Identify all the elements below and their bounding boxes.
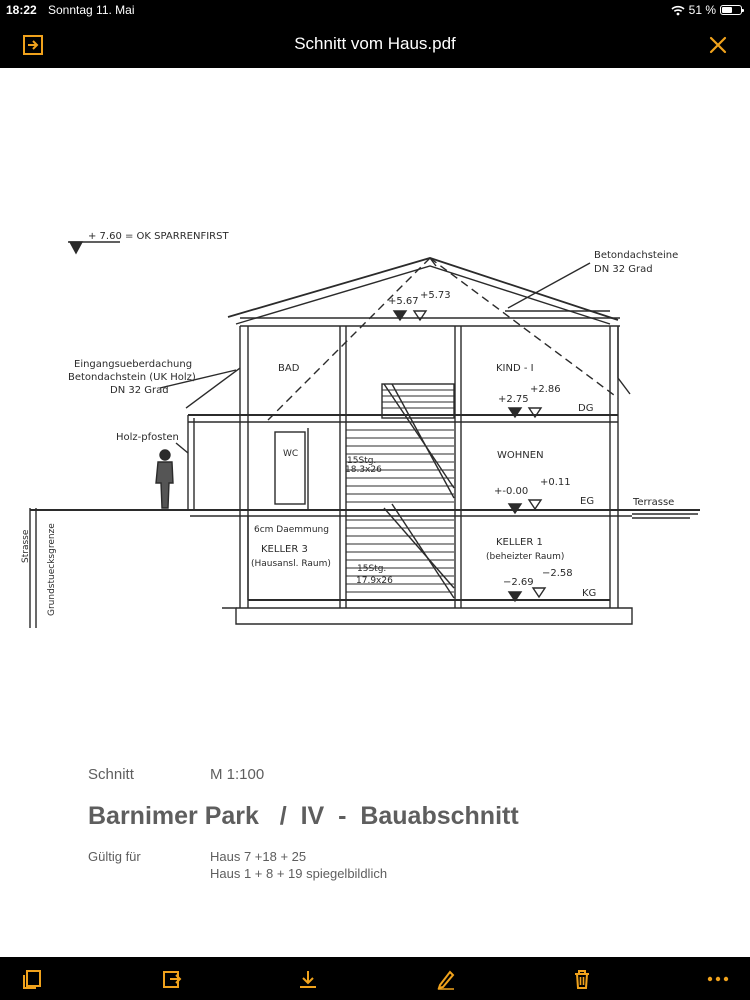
battery-icon xyxy=(720,5,742,15)
pdf-page[interactable] xyxy=(0,68,750,957)
export-button[interactable] xyxy=(158,965,186,993)
level-eg-a: +-0.00 xyxy=(494,486,529,497)
level-kg: KG xyxy=(582,588,597,599)
level-roof-a: +5.67 xyxy=(388,296,419,307)
insulation-note: 6cm Daemmung xyxy=(254,525,329,535)
stairs-lower-2: 17.9x26 xyxy=(356,576,393,586)
canopy-note-3: DN 32 Grad xyxy=(110,385,169,396)
room-keller3-sub: (Hausansl. Raum) xyxy=(251,559,331,569)
room-kind: KIND - I xyxy=(496,363,534,374)
caption-title: Barnimer Park / IV - Bauabschnitt xyxy=(88,802,519,830)
export-icon xyxy=(161,968,183,990)
status-time: 18:22 xyxy=(6,3,37,17)
room-keller3: KELLER 3 xyxy=(261,544,308,555)
wifi-icon xyxy=(671,5,685,16)
roof-note-1: Betondachsteine xyxy=(594,250,679,261)
level-dg-b: +2.86 xyxy=(530,384,561,395)
trash-icon xyxy=(571,968,593,990)
stairs-lower-1: 15Stg. xyxy=(357,564,387,574)
level-kg-a: −2.69 xyxy=(503,577,534,588)
level-eg: EG xyxy=(580,496,595,507)
close-icon xyxy=(708,35,728,55)
boundary-label: Grundstuecksgrenze xyxy=(47,523,57,616)
caption-valid-label: Gültig für xyxy=(88,849,141,864)
stairs-upper-2: 18.3x26 xyxy=(345,465,382,475)
bottom-toolbar xyxy=(0,957,750,1000)
more-button[interactable] xyxy=(704,965,732,993)
download-button[interactable] xyxy=(294,965,322,993)
ridge-note: + 7.60 = OK SPARRENFIRST xyxy=(88,231,229,242)
room-keller1-sub: (beheizter Raum) xyxy=(486,552,565,562)
nav-bar xyxy=(0,20,750,68)
pages-button[interactable] xyxy=(18,965,46,993)
room-wc: WC xyxy=(283,449,299,459)
stairs-upper-1: 15Stg. xyxy=(347,456,377,466)
canopy-note-1: Eingangsueberdachung xyxy=(74,359,193,370)
status-right xyxy=(671,3,742,17)
room-keller1: KELLER 1 xyxy=(496,537,543,548)
caption-valid-line1: Haus 7 +18 + 25 xyxy=(210,849,307,864)
download-icon xyxy=(297,968,319,990)
room-wohnen: WOHNEN xyxy=(497,450,544,461)
battery-percent: 51 % xyxy=(688,3,716,17)
terrace-label: Terrasse xyxy=(633,497,675,508)
more-icon xyxy=(706,968,730,990)
annotate-button[interactable] xyxy=(432,965,460,993)
pen-icon xyxy=(435,968,457,990)
status-date: Sonntag 11. Mai xyxy=(48,3,135,17)
level-dg: DG xyxy=(578,403,594,414)
status-bar xyxy=(0,0,750,20)
street-label: Strasse xyxy=(21,529,31,563)
delete-button[interactable] xyxy=(568,965,596,993)
post-note: Holz-pfosten xyxy=(116,432,179,443)
level-kg-b: −2.58 xyxy=(542,568,573,579)
room-bad: BAD xyxy=(278,363,300,374)
level-eg-b: +0.11 xyxy=(540,477,571,488)
caption-valid-line2: Haus 1 + 8 + 19 spiegelbildlich xyxy=(210,866,388,881)
level-roof-b: +5.73 xyxy=(420,290,451,301)
level-dg-a: +2.75 xyxy=(498,394,529,405)
caption-scale: M 1:100 xyxy=(210,766,265,783)
canopy-note-2: Betondachstein (UK Holz) xyxy=(68,372,196,383)
document-title: Schnitt vom Haus.pdf xyxy=(294,34,456,53)
roof-note-2: DN 32 Grad xyxy=(594,264,653,275)
pages-icon xyxy=(21,968,43,990)
close-button[interactable] xyxy=(705,32,731,58)
caption-label: Schnitt xyxy=(88,766,134,783)
